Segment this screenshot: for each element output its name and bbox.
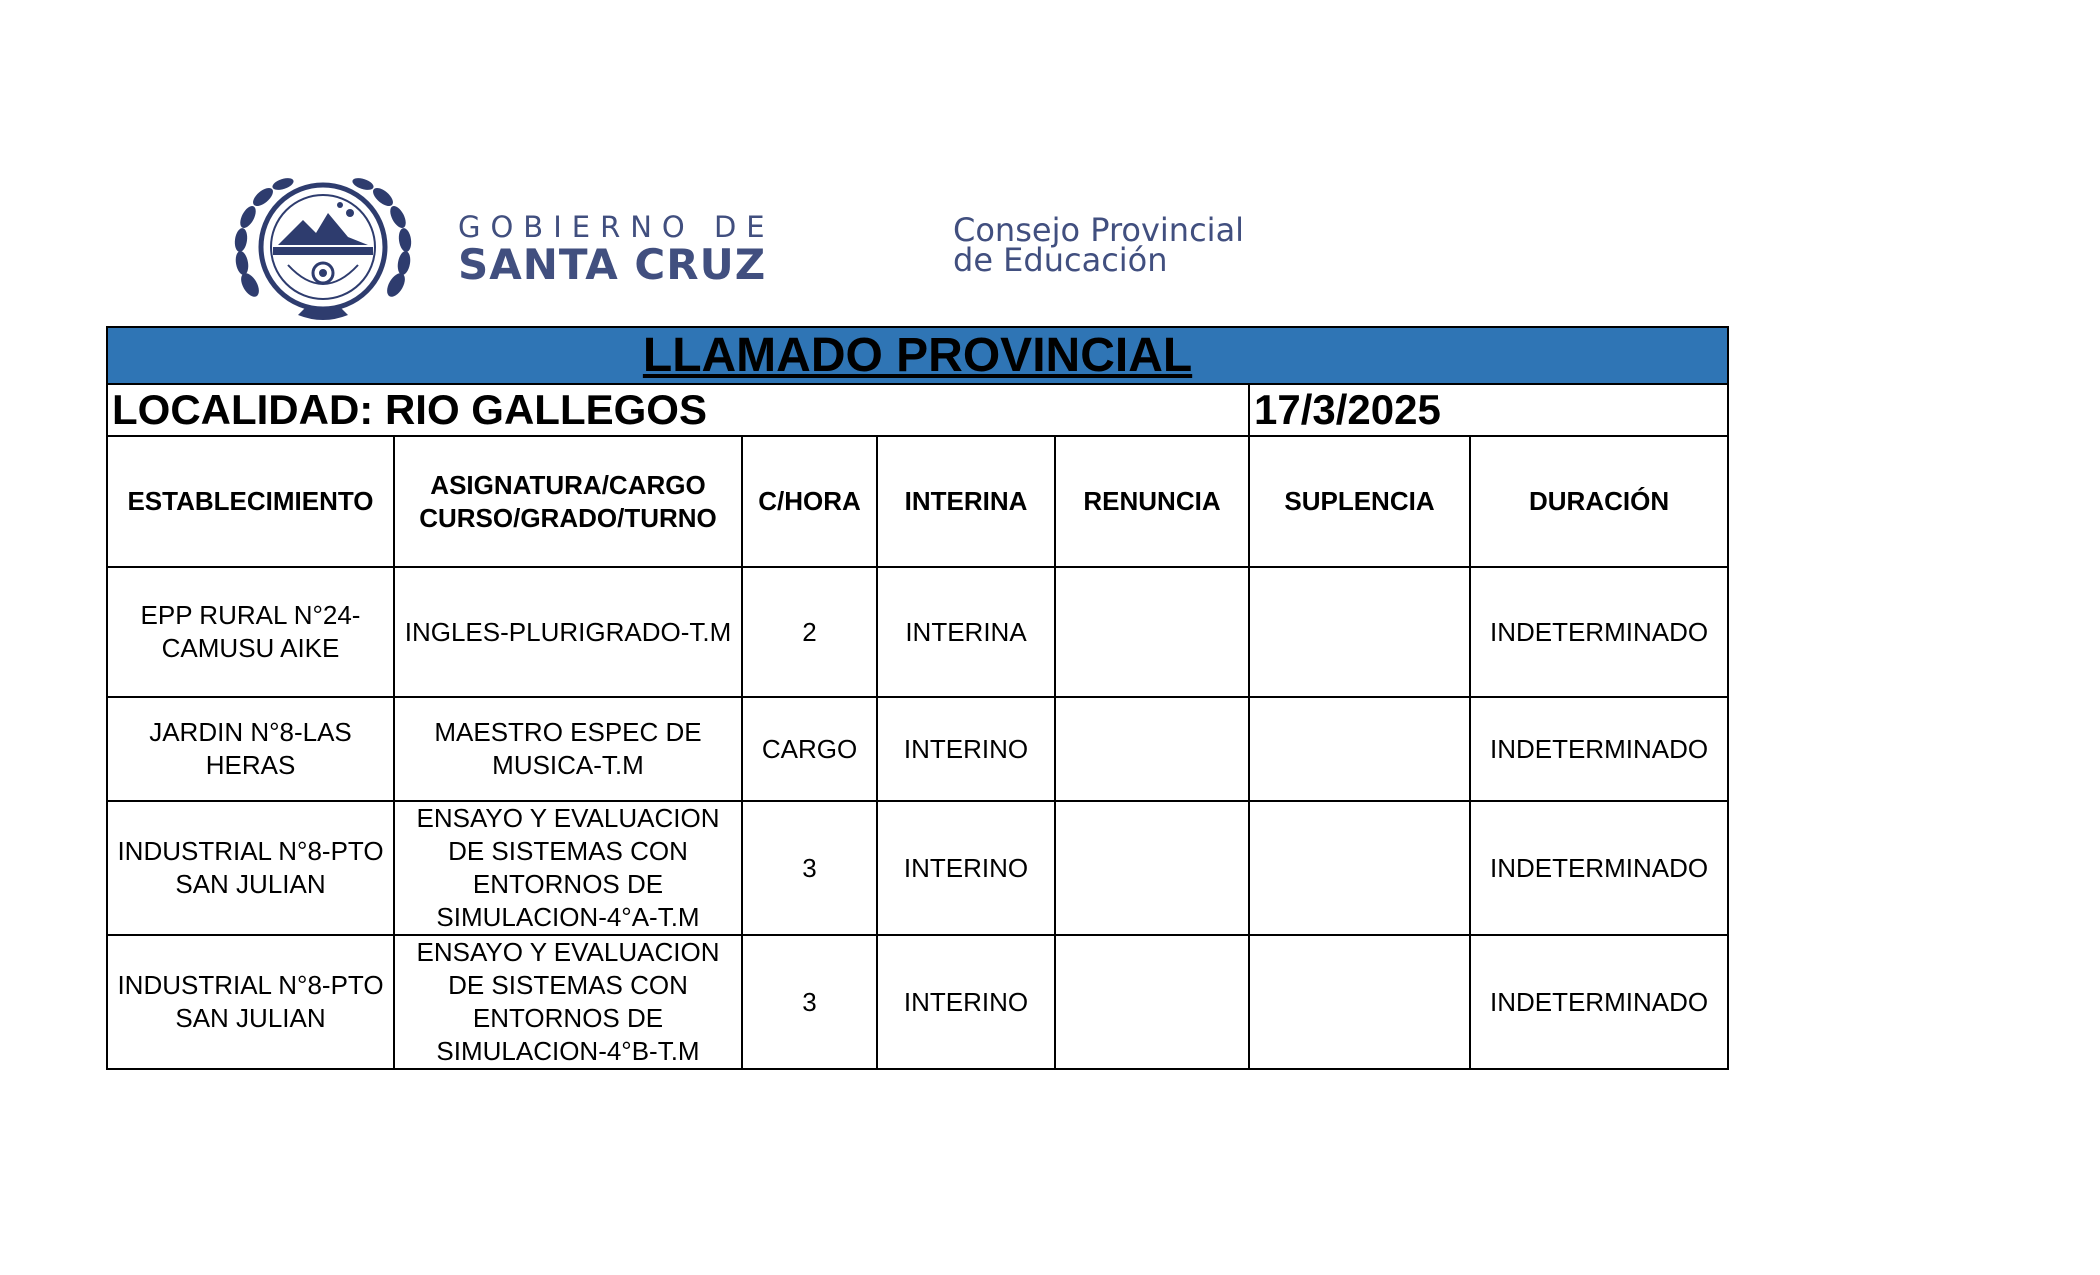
santa-cruz-seal-logo (228, 175, 418, 325)
cell-interina: INTERINA (877, 567, 1055, 697)
col-header-chora: C/HORA (742, 436, 877, 567)
government-line2: SANTA CRUZ (458, 240, 767, 289)
document-date: 17/3/2025 (1249, 384, 1728, 436)
col-header-asignatura-line2: CURSO/GRADO/TURNO (419, 502, 717, 533)
government-wordmark (458, 212, 878, 287)
header-logos (228, 170, 1388, 325)
government-line1: GOBIERNO DE (458, 210, 775, 244)
col-header-asignatura (394, 436, 742, 567)
cell-suplencia (1249, 801, 1470, 935)
cell-establecimiento: INDUSTRIAL N°8-PTO SAN JULIAN (107, 935, 394, 1069)
council-wordmark (953, 211, 1245, 279)
col-header-renuncia: RENUNCIA (1055, 436, 1249, 567)
cell-renuncia (1055, 801, 1249, 935)
cell-asignatura: ENSAYO Y EVALUACION DE SISTEMAS CON ENTORNOS DE SIMULACION-4°A-T.M (394, 801, 742, 935)
vacancy-table (106, 326, 1729, 1070)
cell-duracion: INDETERMINADO (1470, 935, 1728, 1069)
col-header-interina: INTERINA (877, 436, 1055, 567)
table-row (107, 935, 1728, 1069)
cell-establecimiento: JARDIN N°8-LAS HERAS (107, 697, 394, 801)
col-header-establecimiento: ESTABLECIMIENTO (107, 436, 394, 567)
cell-duracion: INDETERMINADO (1470, 801, 1728, 935)
cell-interina: INTERINO (877, 935, 1055, 1069)
cell-chora: CARGO (742, 697, 877, 801)
council-line2: de Educación (953, 241, 1168, 279)
cell-suplencia (1249, 935, 1470, 1069)
table-row (107, 567, 1728, 697)
cell-establecimiento: INDUSTRIAL N°8-PTO SAN JULIAN (107, 801, 394, 935)
cell-asignatura: MAESTRO ESPEC DE MUSICA-T.M (394, 697, 742, 801)
cell-chora: 3 (742, 801, 877, 935)
cell-duracion: INDETERMINADO (1470, 697, 1728, 801)
table-row (107, 801, 1728, 935)
cell-renuncia (1055, 567, 1249, 697)
cell-establecimiento: EPP RURAL N°24-CAMUSU AIKE (107, 567, 394, 697)
cell-chora: 3 (742, 935, 877, 1069)
cell-renuncia (1055, 697, 1249, 801)
cell-chora: 2 (742, 567, 877, 697)
cell-duracion: INDETERMINADO (1470, 567, 1728, 697)
col-header-suplencia: SUPLENCIA (1249, 436, 1470, 567)
council-line1: Consejo Provincial (953, 211, 1245, 249)
document-title: LLAMADO PROVINCIAL (107, 327, 1728, 384)
location-label: LOCALIDAD: RIO GALLEGOS (107, 384, 1249, 436)
col-header-duracion: DURACIÓN (1470, 436, 1728, 567)
table-header-row (107, 436, 1728, 567)
col-header-asignatura-line1: ASIGNATURA/CARGO (430, 469, 706, 500)
cell-interina: INTERINO (877, 801, 1055, 935)
cell-asignatura: INGLES-PLURIGRADO-T.M (394, 567, 742, 697)
cell-suplencia (1249, 697, 1470, 801)
cell-interina: INTERINO (877, 697, 1055, 801)
cell-renuncia (1055, 935, 1249, 1069)
cell-asignatura: ENSAYO Y EVALUACION DE SISTEMAS CON ENTORNOS DE SIMULACION-4°B-T.M (394, 935, 742, 1069)
table-row (107, 697, 1728, 801)
cell-suplencia (1249, 567, 1470, 697)
